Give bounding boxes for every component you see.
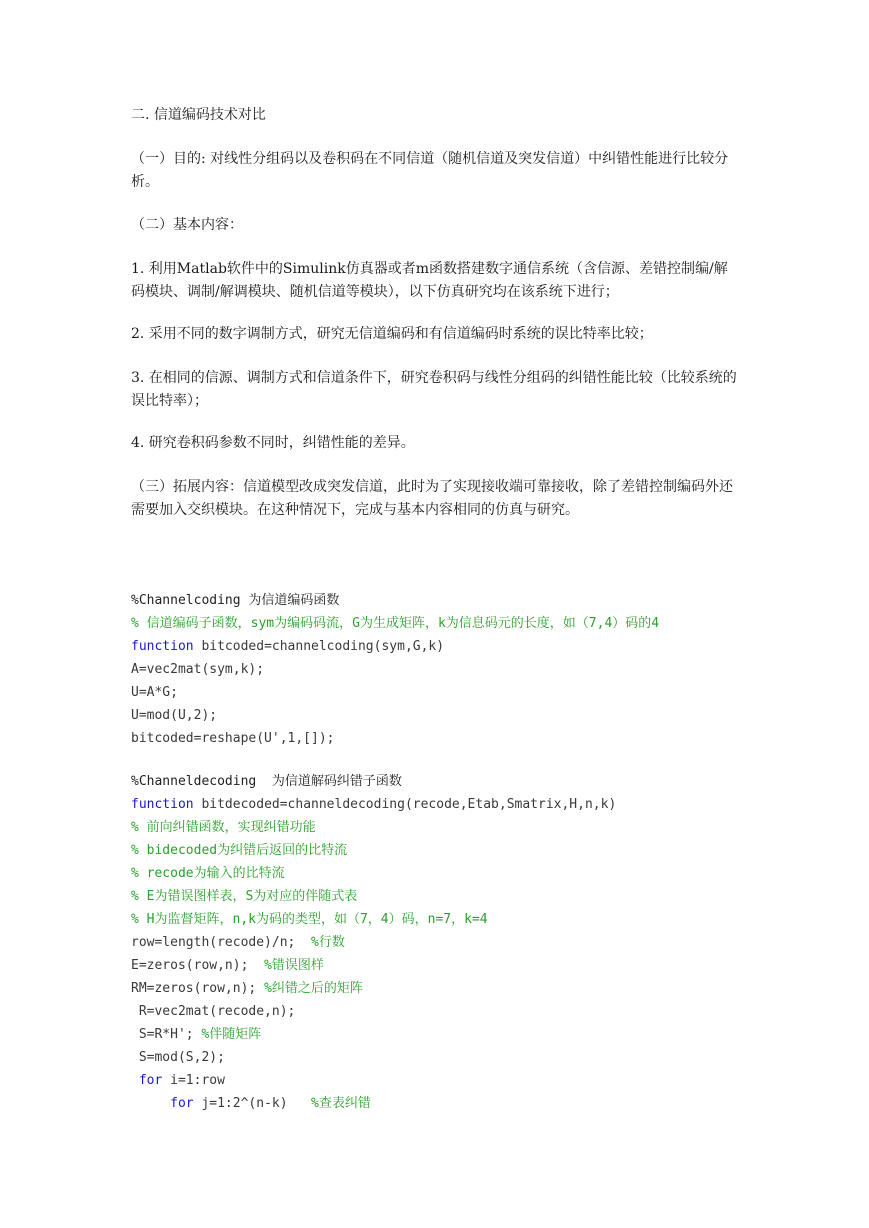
code-comment: % E为错误图样表，S为对应的伴随式表 [131,889,358,904]
item-3: 3. 在相同的信源、调制方式和信道条件下，研究卷积码与线性分组码的纠错性能比较（比较系统的误比特率）； [131,370,737,409]
code-text: bitcoded=channelcoding(sym,G,k) [193,639,445,654]
code-line [131,1000,831,1023]
code-block-channelcoding [131,589,831,750]
item-4: 4. 研究卷积码参数不同时，纠错性能的差异。 [131,435,415,451]
purpose-paragraph: （一）目的: 对线性分组码以及卷积码在不同信道（随机信道及突发信道）中纠错性能进行比较分析。 [131,151,729,190]
code-line [131,635,831,658]
section-title: 二. 信道编码技术对比 [131,107,266,123]
code-text: U=A*G; [131,685,178,700]
code-line [131,908,831,931]
code-inline-comment: %查表纠错 [311,1096,371,1111]
code-comment: % 信道编码子函数，sym为编码码流，G为生成矩阵，k为信息码元的长度，如（7,4）码的4 [131,616,660,631]
code-line [131,793,831,816]
code-text: S=R*H'; [131,1027,202,1042]
item-1: 1. 利用Matlab软件中的Simulink仿真器或者m函数搭建数字通信系统（含信源、差错控制编/解码模块、调制/解调模块、随机信道等模块），以下仿真研究均在该系统下进行； [131,261,728,300]
code-text: i=1:row [162,1073,225,1088]
extension-paragraph: （三）拓展内容：信道模型改成突发信道，此时为了实现接收端可靠接收，除了差错控制编码外还需要加入交织模块。在这种情况下，完成与基本内容相同的仿真与研究。 [131,479,733,518]
code-line [131,612,831,635]
code-line [131,681,831,704]
code-line [131,885,831,908]
code-text: row=length(recode)/n; [131,935,312,950]
code-heading: %Channelcoding 为信道编码函数 [131,593,340,608]
code-line [131,954,831,977]
code-text: A=vec2mat(sym,k); [131,662,265,677]
code-block-channeldecoding [131,770,831,1115]
code-line [131,839,831,862]
code-inline-comment: %行数 [311,935,345,950]
code-text: R=vec2mat(recode,n); [131,1004,296,1019]
code-text: bitdecoded=channeldecoding(recode,Etab,Smatrix,H,n,k) [193,797,617,812]
code-line [131,931,831,954]
item-2: 2. 采用不同的数字调制方式，研究无信道编码和有信道编码时系统的误比特率比较； [131,326,653,342]
code-comment: % 前向纠错函数，实现纠错功能 [131,820,316,835]
code-comment: % recode为输入的比特流 [131,866,285,881]
code-keyword: for [170,1096,194,1111]
code-line [131,1046,831,1069]
code-keyword: function [131,797,194,812]
code-line [131,658,831,681]
code-line [131,1023,831,1046]
code-line [131,862,831,885]
code-text: RM=zeros(row,n); [131,981,265,996]
code-text: E=zeros(row,n); [131,958,265,973]
code-keyword: function [131,639,194,654]
code-indent [131,1096,170,1111]
code-heading: %Channeldecoding 为信道解码纠错子函数 [131,774,402,789]
code-comment: % H为监督矩阵，n,k为码的类型，如（7，4）码，n=7，k=4 [131,912,488,927]
code-line [131,1092,831,1115]
code-text: bitcoded=reshape(U',1,[]); [131,731,335,746]
code-inline-comment: %伴随矩阵 [201,1027,262,1042]
code-indent [131,1073,139,1088]
code-line [131,1069,831,1092]
code-line [131,770,831,793]
code-text: j=1:2^(n-k) [193,1096,312,1111]
basic-content-heading: （二）基本内容： [131,217,243,233]
code-line [131,727,831,750]
code-keyword: for [138,1073,163,1088]
code-inline-comment: %纠错之后的矩阵 [264,981,363,996]
code-line [131,704,831,727]
code-line [131,589,831,612]
code-inline-comment: %错误图样 [264,958,324,973]
code-line [131,977,831,1000]
code-line [131,816,831,839]
code-text: U=mod(U,2); [131,708,218,723]
code-text: S=mod(S,2); [131,1050,225,1065]
code-comment: % bidecoded为纠错后返回的比特流 [131,843,348,858]
